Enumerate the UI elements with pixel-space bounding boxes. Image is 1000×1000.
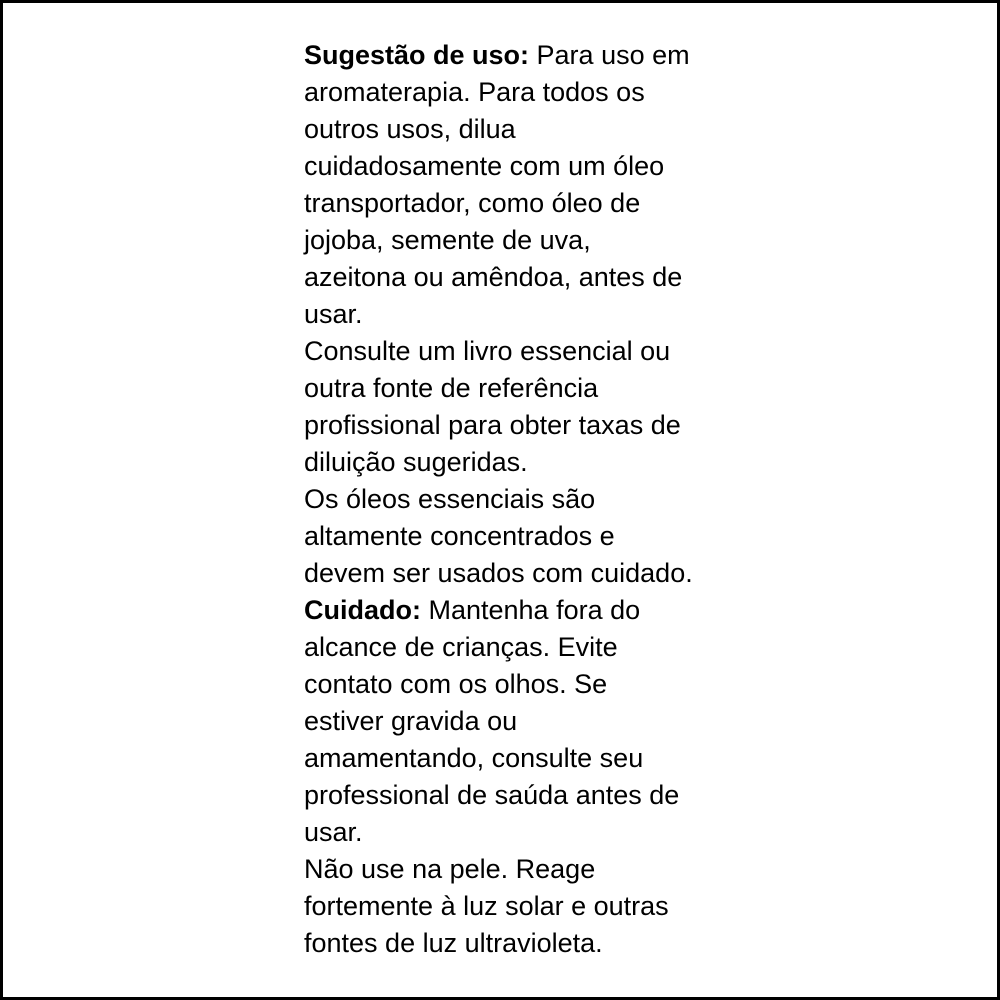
skin-line: Não use na pele. Reage xyxy=(304,854,596,884)
usage-line: aromaterapia. Para todos os xyxy=(304,77,645,107)
caution-line xyxy=(304,592,724,629)
caution-line: estiver gravida ou xyxy=(304,706,518,736)
usage-label: Sugestão de uso: xyxy=(304,40,530,70)
usage-line: azeitona ou amêndoa, antes de xyxy=(304,262,683,292)
caution-line-text: Mantenha fora do xyxy=(420,595,641,625)
usage-line-text: Para uso em xyxy=(529,40,690,70)
caution-line: contato com os olhos. Se xyxy=(304,669,608,699)
reference-line: profissional para obter taxas de xyxy=(304,410,681,440)
caution-line: amamentando, consulte seu xyxy=(304,743,644,773)
concentration-line: Os óleos essenciais são xyxy=(304,484,596,514)
caution-paragraph xyxy=(304,592,724,851)
skin-paragraph xyxy=(304,851,724,962)
instructions-text xyxy=(304,37,724,962)
caution-line: alcance de crianças. Evite xyxy=(304,632,618,662)
usage-line: jojoba, semente de uva, xyxy=(304,225,591,255)
skin-line: fontes de luz ultravioleta. xyxy=(304,928,603,958)
usage-line: transportador, como óleo de xyxy=(304,188,641,218)
reference-line: Consulte um livro essencial ou xyxy=(304,336,671,366)
caution-line: usar. xyxy=(304,817,363,847)
reference-line: diluição sugeridas. xyxy=(304,447,528,477)
usage-line xyxy=(304,37,724,74)
usage-paragraph xyxy=(304,37,724,333)
skin-line: fortemente à luz solar e outras xyxy=(304,891,669,921)
usage-line: cuidadosamente com um óleo xyxy=(304,151,665,181)
usage-line: usar. xyxy=(304,299,363,329)
concentration-line: altamente concentrados e xyxy=(304,521,615,551)
reference-paragraph xyxy=(304,333,724,481)
caution-label: Cuidado: xyxy=(304,595,421,625)
reference-line: outra fonte de referência xyxy=(304,373,599,403)
caution-line: professional de saúda antes de xyxy=(304,780,680,810)
concentration-paragraph xyxy=(304,481,724,592)
usage-line: outros usos, dilua xyxy=(304,114,516,144)
concentration-line: devem ser usados com cuidado. xyxy=(304,558,693,588)
